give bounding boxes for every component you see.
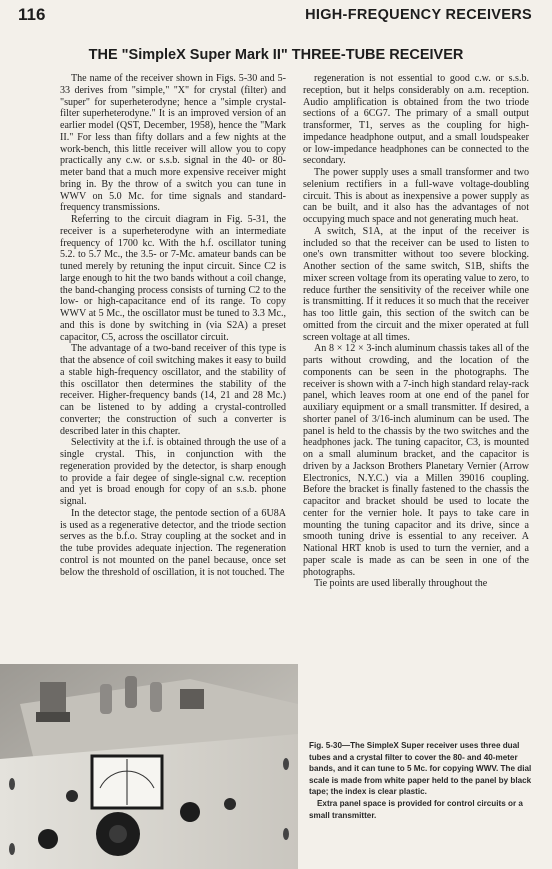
figure-caption — [309, 740, 543, 821]
body-paragraph: The advantage of a two-band receiver of this type is that the absence of coil switching makes it easy to build a stable high-frequency oscillator, and the stability of this oscillator then determines the stability of the receiver. Higher-frequency bands (14, 21 and 28 Mc.) can be listened to by adding a crystal-controlled converter; the construction of such a converter is described later in this chapter. — [60, 343, 286, 437]
receiver-photo — [0, 664, 298, 869]
body-paragraph: In the detector stage, the pentode section of a 6U8A is used as a regenerative detector, and the triode section serves as the b.f.o. Stray coupling at the socket and in the tube provides adequate injection. The regeneration control is not mounted on the panel because, once set below the threshold of oscillation, it is not touched. The — [60, 507, 286, 578]
body-paragraph: The power supply uses a small transformer and two selenium rectifiers in a full-wave voltage-doubling circuit. This is about as inexpensive a power supply as can be built, and it also has the advantages of not occupying much space and not generating much heat. — [303, 167, 529, 225]
left-column — [60, 73, 286, 578]
article-title: THE "SimpleX Super Mark II" THREE-TUBE RECEIVER — [88, 47, 464, 63]
caption-paragraph: Extra panel space is provided for control circuits or a small transmitter. — [309, 798, 523, 820]
body-paragraph: A switch, S1A, at the input of the receiver is included so that the receiver can be used to listen to one's own transmitter without too severe blocking. Another section of the same switch, S1B, shifts the mixer screen voltage from its operating value to zero, to reduce further the sensitivity of the receiver while one is transmitting. If it reduces it so much that the receiver has too little gain, this section of the switch can be omitted from the circuit and the mixer operated at full screen voltage at all times. — [303, 225, 529, 343]
running-head: HIGH-FREQUENCY RECEIVERS — [305, 7, 532, 23]
body-paragraph: Tie points are used liberally throughout the — [314, 578, 488, 590]
page-number: 116 — [18, 5, 46, 24]
body-paragraph: regeneration is not essential to good c.w. or s.s.b. reception, but it helps considerably on a.m. reception. Audio amplification is obtained from the two triode sections of a 6CG7. The primary of a small output transformer, T1, serves as the coupling for high-impedance headphone output, and a small loudspeaker or low-impedance headphones can be connected to the secondary. — [303, 73, 529, 167]
body-paragraph: Selectivity at the i.f. is obtained through the use of a single crystal. This, in conjunction with the regeneration provided by the detector, is sharp enough to provide a fair degee of single-signal c.w. reception and yet is broad enough for copy of an s.s.b. phone signal. — [60, 437, 286, 507]
body-paragraph: An 8 × 12 × 3-inch aluminum chassis takes all of the parts without crowding, and the location of the components can be seen in the photographs. The receiver is shown with a 7-inch high standard relay-rack panel, which leaves room at one end of the panel for auxiliary equipment or a small transmitter. If desired, a shorter panel of 3/16-inch aluminum can be used. The panel is held to the chassis by the two switches and the headphones jack. The tuning capacitor, C3, is mounted on a small aluminum bracket, and the capacitor is driven by a Jackson Brothers Planetary Vernier (Arrow Electronics, N.Y.C.) via a Millen 39016 coupling. Before the bracket is finally fastened to the chassis the capacitor and bracket should be used to locate the center for the vernier hole. It pays to take care in mounting the tuning capacitor and its drive, since a smooth tuning drive is essential to any receiver. A National HRT knob is used to turn the vernier, and a paper scale is made as can be seen in one of the photographs. — [303, 343, 529, 578]
right-column — [303, 73, 529, 590]
body-paragraph: The name of the receiver shown in Figs. 5-30 and 5-33 derives from "simple," "X" for crystal (filter) and "super" for superheterodyne; hence a "simple crystal-filter superheterodyne." It is an improved version of an earlier model (QST, December, 1958), hence the "Mark II." For less than fifty dollars and a few nights at the work-bench, this little receiver will allow you to copy practically any c.w. or s.s.b. signal in the 40- or 80-meter band that a much more expensive receiver might bring in. By the throw of a switch you can tune in WWV on 5.0 Mc. for time signals and standard-frequency transmissions. — [60, 73, 286, 214]
body-paragraph: Referring to the circuit diagram in Fig. 5-31, the receiver is a superheterodyne with an intermediate frequency of 1700 kc. With the h.f. oscillator tuning 5.2. to 5.7 Mc., the 3.5- or 7-Mc. amateur bands can be tuned merely by retuning the input circuit. Since C2 is large enough to hit the two bands without a coil change, the band-changing process consists of turning C2 to the low- or high-capacitance end of its range. To copy WWV at 5 Mc., the oscillator must be tuned to 3.3 Mc., and this is done by switching in (via S2A) a preset capacitor, C5, across the oscillator circuit. — [60, 214, 286, 343]
caption-paragraph: Fig. 5-30—The SimpleX Super receiver uses three dual tubes and a crystal filter to cover the 80- and 40-meter bands, and it can tune to 5 Mc. for copying WWV. The dial scale is made from white paper held to the panel by black tape; the index is clear plastic. — [309, 741, 532, 797]
